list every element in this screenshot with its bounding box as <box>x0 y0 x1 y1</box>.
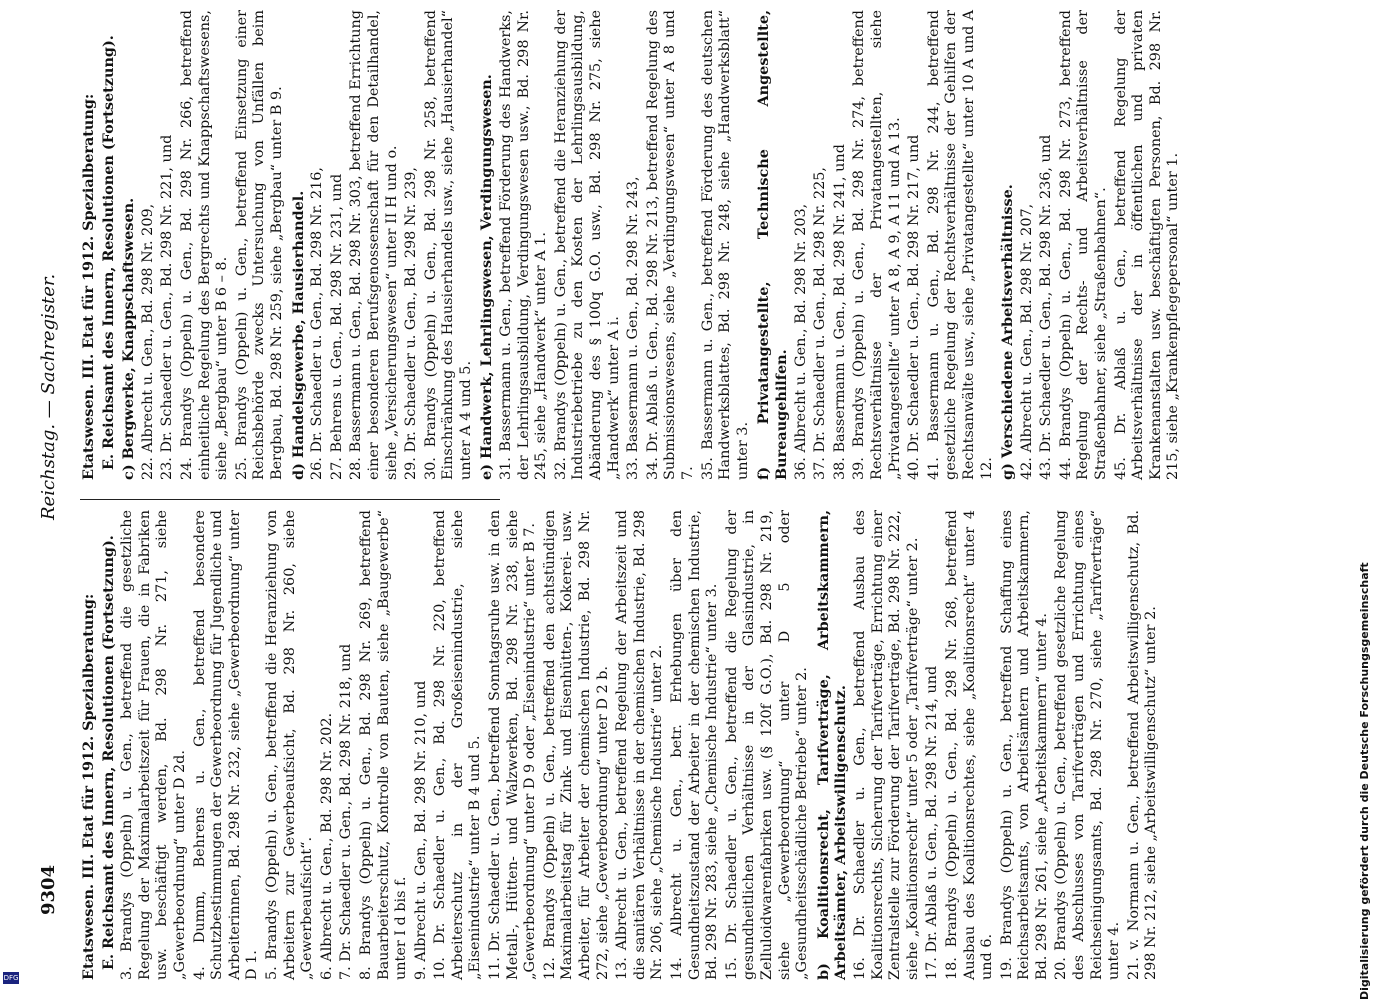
index-entry: 29. Dr. Schaedler u. Gen., Bd. 298 Nr. 239, <box>403 167 420 480</box>
digitization-credit: Digitalisierung gefördert durch die Deutsche Forschungsgemeinschaft <box>1358 562 1371 1000</box>
section-heading-b: b) Koalitionsrecht, Tarifverträge, Arbeitskammern, Arbeitsämter, Arbeitswilligenschutz. <box>814 510 850 980</box>
index-entry: 3. Brandys (Oppeln) u. Gen., betreffend die gesetzliche Regelung der Maximalarbeitszeit für Frauen, die in Fabriken usw. beschäftigt werden, Bd. 298 Nr. 271, siehe „Gewerbeordnung“ unter D 2d. <box>119 510 188 980</box>
index-entry: 14. Albrecht u. Gen., betr. Erhebungen über den Gesundheitszustand der Arbeiter in der chemischen Industrie, Bd. 298 Nr. 283, siehe „Chemische Industrie“ unter 3. <box>669 510 721 980</box>
index-entry: 30. Brandys (Oppeln) u. Gen., Bd. 298 Nr. 258, betreffend Einschränkung des Hausierhandels usw., siehe „Hausierhandel“ unter A 4 und 5. <box>422 10 474 480</box>
index-entry: 7. Dr. Schaedler u. Gen., Bd. 298 Nr. 218, und <box>338 643 355 980</box>
index-entry: 10. Dr. Schaedler u. Gen., Bd. 298 Nr. 220, betreffend Arbeiterschutz in der Großeisenindustrie, siehe „Eisenindustrie“ unter B 4 und 5. <box>432 510 484 980</box>
column-heading: Etatswesen. III. Etat für 1912. Spezialberatung: <box>80 93 97 480</box>
page-number: 9304 <box>38 864 59 915</box>
index-entry: 12. Brandys (Oppeln) u. Gen., betreffend den achtstündigen Maximalarbeitstag für Zink- und Eisenhütten-, Kokerei- usw. Arbeiter, für Arbeiter der chemischen Industrie, Bd. 298 Nr. 272, siehe „Gewerbeordnung“ unter D 2 b. <box>541 510 611 980</box>
section-heading-e: e) Handwerk, Lehrlingswesen, Verdingungswesen. <box>478 74 496 480</box>
index-entry: 11. Dr. Schaedler u. Gen., betreffend Sonntagsruhe usw. in den Metall-, Hütten- und Walzwerken, Bd. 298 Nr. 238, siehe „Gewerbeordnung“ unter D 9 oder „Eisenindustrie“ unter B 7. <box>487 510 539 980</box>
index-entry: 22. Albrecht u. Gen., Bd. 298 Nr. 209, <box>139 203 156 480</box>
entry-list-d <box>309 10 475 480</box>
index-entry: 20. Brandys (Oppeln) u. Gen., betreffend gesetzliche Regelung des Abschlusses von Tarifverträgen und Errichtung eines Reichseinigungsamts, Bd. 298 Nr. 270, siehe „Tarifverträge“ unter 4. <box>1053 510 1123 980</box>
index-entry: 8. Brandys (Oppeln) u. Gen., Bd. 298 Nr. 269, betreffend Bauarbeiterschutz, Kontrolle von Bauten, siehe „Baugewerbe“ unter I d bis f. <box>357 510 410 980</box>
entry-list-c <box>140 10 287 480</box>
dfg-logo: DFG <box>3 974 19 982</box>
column-heading: Etatswesen. III. Etat für 1912. Spezialberatung: <box>80 593 97 980</box>
index-entry: 44. Brandys (Oppeln) u. Gen., Bd. 298 Nr. 273, betreffend Regelung der Rechts- und Arbeitsverhältnisse der Straßenbahner, siehe „Straßenbahnen“. <box>1057 10 1110 480</box>
index-entry: 42. Albrecht u. Gen., Bd. 298 Nr. 207, <box>1018 203 1035 480</box>
index-entry: 35. Bassermann u. Gen., betreffend Förderung des deutschen Handwerksblattes, Bd. 298 Nr. 248, siehe „Handwerksblatt“ unter 3. <box>699 10 751 480</box>
index-entry: 43. Dr. Schaedler u. Gen., Bd. 298 Nr. 236, und <box>1038 134 1055 480</box>
index-entry: 31. Bassermann u. Gen., betreffend Förderung des Handwerks, der Lehrlingsausbildung, Verdingungswesen usw., Bd. 298 Nr. 245, siehe „Handwerk“ unter A 1. <box>498 10 550 480</box>
index-entry: 17. Dr. Ablaß u. Gen., Bd. 298 Nr. 214, und <box>924 665 941 980</box>
column-subheading: E. Reichsamt des Innern, Resolutionen (Fortsetzung). <box>99 35 117 470</box>
index-entry: 13. Albrecht u. Gen., betreffend Regelung der Arbeitszeit und die sanitären Verhältnisse in der chemischen Industrie, Bd. 298 Nr. 206, siehe „Chemische Industrie“ unter 2. <box>614 510 666 980</box>
right-column <box>80 10 1185 480</box>
index-entry: 36. Albrecht u. Gen., Bd. 298 Nr. 203, <box>792 203 809 480</box>
column-subheading: E. Reichsamt des Innern, Resolutionen (Fortsetzung). <box>99 535 117 970</box>
section-heading-f: f) Privatangestellte, Technische Angestellte, Bureaugehilfen. <box>755 10 790 480</box>
index-entry: 39. Brandys (Oppeln) u. Gen., Bd. 298 Nr. 274, betreffend Rechtsverhältnisse der Privatangestellten, siehe „Privatangestellte“ unter A 8, A 9, A 11 und A 13. <box>851 10 903 480</box>
index-entry: 33. Bassermann u. Gen., Bd. 298 Nr. 243, <box>625 176 642 480</box>
entry-list-f <box>793 10 997 480</box>
index-entry: 38. Bassermann u. Gen., Bd. 298 Nr. 241, und <box>831 144 848 480</box>
entry-list-e <box>498 10 752 480</box>
index-entry: 28. Bassermann u. Gen., Bd. 298 Nr. 303, betreffend Errichtung einer besonderen Berufsgenossenschaft für den Detailhandel, siehe „Versicherungswesen“ unter II H und o. <box>348 10 400 480</box>
index-entry: 18. Brandys (Oppeln) u. Gen., Bd. 298 Nr. 268, betreffend Ausbau des Koalitionsrechtes, siehe „Koalitionsrecht“ unter 4 und 6. <box>943 510 996 980</box>
index-entry: 40. Dr. Schaedler u. Gen., Bd. 298 Nr. 217, und <box>906 134 923 480</box>
section-heading-c: c) Bergwerke, Knappschaftswesen. <box>120 197 138 480</box>
entry-list-g <box>1019 10 1183 480</box>
index-entry: 19. Brandys (Oppeln) u. Gen., betreffend Schaffung eines Reichsarbeitsamts, von Arbeitsämtern und Arbeitskammern, Bd. 298 Nr. 261, siehe „Arbeitskammern“ unter 4. <box>998 510 1050 980</box>
index-entry: 37. Dr. Schaedler u. Gen., Bd. 298 Nr. 225, <box>812 167 829 480</box>
index-entry: 32. Brandys (Oppeln) u. Gen., betreffend die Heranziehung der Industriebetriebe zu den Kosten der Lehrlingsausbildung, Abänderung des § 100q G.O. usw., Bd. 298 Nr. 275, siehe „Handwerk“ unter A i. <box>552 10 622 480</box>
index-entry: 45. Dr. Ablaß u. Gen., betreffend Regelung der Arbeitsverhältnisse der in öffentlichen und privaten Krankenanstalten usw. beschäftigten Personen, Bd. 298 Nr. 215, siehe „Krankenpflegepersonal“ unter 1. <box>1112 10 1182 480</box>
index-entry: 24. Brandys (Oppeln) u. Gen., Bd. 298 Nr. 266, betreffend einheitliche Regelung des Bergrechts und Knappschaftswesens, siehe „Bergbau“ unter B 6 – 8. <box>178 10 231 480</box>
index-entry: 26. Dr. Schaedler u. Gen., Bd. 298 Nr. 216, <box>309 167 326 480</box>
entry-list-a <box>119 510 812 980</box>
index-entry: 5. Brandys (Oppeln) u. Gen., betreffend die Heranziehung von Arbeitern zur Gewerbeaufsicht, Bd. 298 Nr. 260, siehe „Gewerbeaufsicht“. <box>263 510 316 980</box>
section-heading-d: d) Handelsgewerbe, Hausierhandel. <box>289 190 307 480</box>
index-entry: 23. Dr. Schaedler u. Gen., Bd. 298 Nr. 221, und <box>159 134 176 480</box>
page-title: Reichstag. — Sachregister. <box>38 273 59 520</box>
left-column <box>80 510 1163 980</box>
index-entry: 25. Brandys (Oppeln) u. Gen., betreffend Einsetzung einer Reichsbehörde zwecks Untersuchung von Unfällen beim Bergbau, Bd. 298 Nr. 259, siehe „Bergbau“ unter B 9. <box>233 10 285 480</box>
section-heading-g: g) Verschiedene Arbeitsverhältnisse. <box>999 184 1017 480</box>
index-entry: 27. Behrens u. Gen., Bd. 298 Nr. 231, und <box>328 173 345 480</box>
index-entry: 41. Bassermann u. Gen., Bd. 298 Nr. 244, betreffend gesetzliche Regelung der Rechtsverhältnisse der Gehilfen der Rechtsanwälte usw., siehe „Privatangestellte“ unter 10 A und A 12. <box>925 10 995 480</box>
index-entry: 16. Dr. Schaedler u. Gen., betreffend Ausbau des Koalitionsrechts, Sicherung der Tarifverträge, Errichtung einer Zentralstelle zur Förderung der Tarifverträge, Bd. 298 Nr. 222, siehe „Koalitionsrecht“ unter 5 oder „Tarifverträge“ unter 2. <box>851 510 921 980</box>
index-entry: 21. v. Normann u. Gen., betreffend Arbeitswilligenschutz, Bd. 298 Nr. 212, siehe „Arbeitswilligenschutz“ unter 2. <box>1125 510 1160 980</box>
entry-list-b <box>852 510 1161 980</box>
index-entry: 34. Dr. Ablaß u. Gen., Bd. 298 Nr. 213, betreffend Regelung des Submissionswesens, siehe „Verdingungswesen“ unter A 8 und 7. <box>644 10 696 480</box>
index-entry: 6. Albrecht u. Gen., Bd. 298 Nr. 202. <box>318 712 335 980</box>
column-divider <box>80 499 500 500</box>
index-entry: 4. Dumm, Behrens u. Gen., betreffend besondere Schutzbestimmungen der Gewerbeordnung für Jugendliche und Arbeiterinnen, Bd. 298 Nr. 232, siehe „Gewerbeordnung“ unter D 1. <box>191 510 261 980</box>
index-entry: 9. Albrecht u. Gen., Bd. 298 Nr. 210, und <box>412 680 429 980</box>
index-entry: 15. Dr. Schaedler u. Gen., betreffend die Regelung der gesundheitlichen Verhältnisse in der Glasindustrie, in Zelluloidwarenfabriken usw. (§ 120f G.O.), Bd. 298 Nr. 219, siehe „Gewerbeordnung“ unter D 5 oder „Gesundheitsschädliche Betriebe“ unter 2. <box>723 510 811 980</box>
